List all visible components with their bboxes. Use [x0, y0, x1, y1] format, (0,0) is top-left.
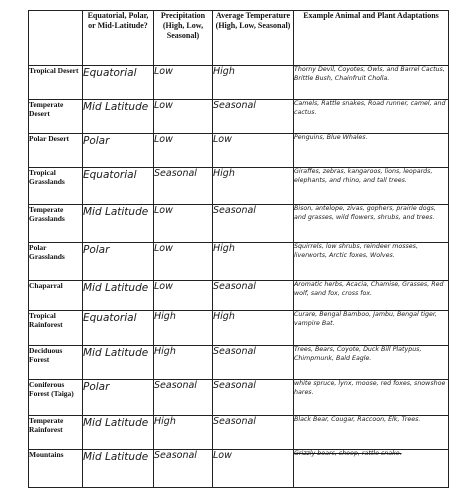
temperature-cell: Seasonal	[213, 205, 294, 243]
temperature-cell: Low	[213, 450, 294, 488]
temperature-cell: Seasonal	[213, 416, 294, 450]
adaptations-cell: Grizzly bears, sheep, rattle snake.	[294, 450, 449, 488]
biome-name: Polar Desert	[29, 134, 83, 168]
biome-name: Temperate Desert	[29, 100, 83, 134]
biome-table	[28, 10, 449, 488]
location-cell: Polar	[83, 243, 154, 281]
adaptations-cell: Trees, Bears, Coyote, Duck Bill Platypus, Chimpmunk, Bald Eagle.	[294, 346, 449, 380]
biome-name: Temperate Grasslands	[29, 205, 83, 243]
table-row	[29, 100, 449, 134]
adaptations-cell: Squirrels, low shrubs, reindeer mosses, liverworts, Arctic foxes, Wolves.	[294, 243, 449, 281]
table-row	[29, 168, 449, 205]
temperature-cell: High	[213, 66, 294, 100]
table-row	[29, 134, 449, 168]
adaptations-cell: Aromatic herbs, Acacia, Chamise, Grasses, Red wolf, sand fox, cross fox.	[294, 281, 449, 311]
temperature-cell: Low	[213, 134, 294, 168]
biome-name: Tropical Grasslands	[29, 168, 83, 205]
precipitation-cell: Low	[154, 243, 213, 281]
location-cell: Mid Latitude	[83, 205, 154, 243]
adaptations-cell: Penguins, Blue Whales.	[294, 134, 449, 168]
precipitation-cell: Low	[154, 100, 213, 134]
precipitation-cell: Seasonal	[154, 168, 213, 205]
temperature-cell: High	[213, 168, 294, 205]
location-cell: Mid Latitude	[83, 100, 154, 134]
precipitation-cell: Seasonal	[154, 380, 213, 416]
location-cell: Equatorial	[83, 311, 154, 346]
location-cell: Polar	[83, 134, 154, 168]
table-row	[29, 380, 449, 416]
table-row	[29, 311, 449, 346]
header-row	[29, 11, 449, 66]
precipitation-cell: Low	[154, 66, 213, 100]
header-precipitation: Precipitation (High, Low, Seasonal)	[154, 11, 213, 66]
location-cell: Polar	[83, 380, 154, 416]
adaptations-cell: Curare, Bengal Bamboo, Jambu, Bengal tiger, vampire Bat.	[294, 311, 449, 346]
adaptations-cell: Black Bear, Cougar, Raccoon, Elk, Trees.	[294, 416, 449, 450]
table-row	[29, 205, 449, 243]
location-cell: Equatorial	[83, 168, 154, 205]
precipitation-cell: High	[154, 346, 213, 380]
precipitation-cell: Low	[154, 205, 213, 243]
table-row	[29, 281, 449, 311]
biome-name: Tropical Rainforest	[29, 311, 83, 346]
temperature-cell: High	[213, 311, 294, 346]
header-biome	[29, 11, 83, 66]
location-cell: Mid Latitude	[83, 450, 154, 488]
adaptations-cell: Thorny Devil, Coyotes, Owls, and Barrel Cactus, Brittle Bush, Chainfruit Cholla.	[294, 66, 449, 100]
biome-name: Deciduous Forest	[29, 346, 83, 380]
adaptations-cell: Bison, antelope, zivas, gophers, prairie dogs, and grasses, wild flowers, shrubs, and trees.	[294, 205, 449, 243]
adaptations-cell: Camels, Rattle snakes, Road runner, camel, and cactus.	[294, 100, 449, 134]
precipitation-cell: High	[154, 416, 213, 450]
temperature-cell: High	[213, 243, 294, 281]
table-row	[29, 450, 449, 488]
biome-name: Temperate Rainforest	[29, 416, 83, 450]
precipitation-cell: High	[154, 311, 213, 346]
biome-name: Polar Grasslands	[29, 243, 83, 281]
header-location: Equatorial, Polar, or Mid-Latitude?	[83, 11, 154, 66]
precipitation-cell: Low	[154, 281, 213, 311]
temperature-cell: Seasonal	[213, 380, 294, 416]
temperature-cell: Seasonal	[213, 346, 294, 380]
precipitation-cell: Seasonal	[154, 450, 213, 488]
location-cell: Mid Latitude	[83, 416, 154, 450]
adaptations-cell: Giraffes, zebras, kangaroos, lions, leopards, elephants, and rhino, and tall trees.	[294, 168, 449, 205]
location-cell: Equatorial	[83, 66, 154, 100]
biome-name: Mountains	[29, 450, 83, 488]
temperature-cell: Seasonal	[213, 100, 294, 134]
temperature-cell: Seasonal	[213, 281, 294, 311]
table-row	[29, 66, 449, 100]
table-row	[29, 416, 449, 450]
biome-name: Chaparral	[29, 281, 83, 311]
adaptations-cell: white spruce, lynx, moose, red foxes, snowshoe hares.	[294, 380, 449, 416]
biome-name: Coniferous Forest (Taiga)	[29, 380, 83, 416]
biome-name: Tropical Desert	[29, 66, 83, 100]
location-cell: Mid Latitude	[83, 346, 154, 380]
header-adaptations: Example Animal and Plant Adaptations	[294, 11, 449, 66]
header-temperature: Average Temperature (High, Low, Seasonal)	[213, 11, 294, 66]
precipitation-cell: Low	[154, 134, 213, 168]
location-cell: Mid Latitude	[83, 281, 154, 311]
table-row	[29, 346, 449, 380]
table-row	[29, 243, 449, 281]
